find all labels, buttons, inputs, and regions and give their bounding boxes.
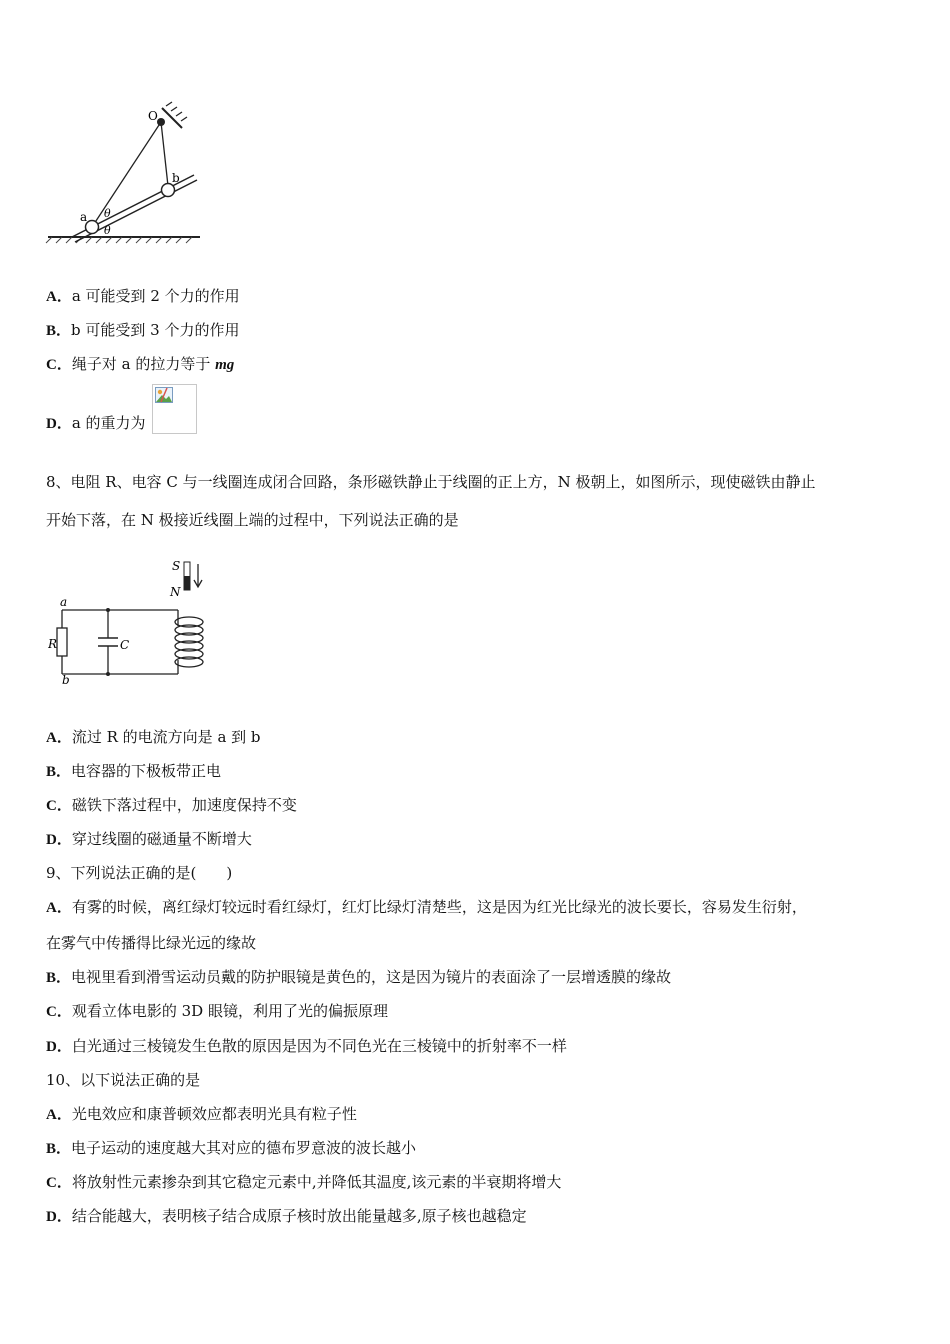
q8-option-b [46,761,221,782]
q7-option-b [46,320,239,341]
q8-option-c [46,795,297,816]
figure-rod-diagram [44,100,204,250]
label-s: S [172,559,181,573]
label-b: b [172,171,180,185]
q9-stem: 9、下列说法正确的是( ) [46,864,233,882]
option-text: 穿过线圈的磁通量不断增大 [71,830,252,848]
option-letter: A． [46,900,72,916]
label-r: R [48,637,58,651]
option-text: b 可能受到 3 个力的作用 [71,321,240,339]
option-letter: C． [46,798,72,814]
option-letter: C． [46,1175,72,1191]
option-letter: D． [46,1209,72,1225]
option-letter: B． [46,323,72,339]
figure-circuit-diagram [48,556,218,686]
option-text: 绳子对 a 的拉力等于 [71,355,216,373]
q9-option-a-continued: 在雾气中传播得比绿光远的缘故 [46,934,257,952]
q7-option-a [46,286,240,307]
label-o: O [148,109,158,123]
option-text: 光电效应和康普顿效应都表明光具有粒子性 [71,1105,357,1123]
option-letter: C． [46,1004,72,1020]
option-letter: C． [46,357,72,373]
q9-option-a [46,897,807,918]
label-c: C [120,638,130,652]
broken-image-icon [152,384,197,434]
label-n: N [170,585,181,599]
q7-option-c [46,354,234,375]
option-text: 观看立体电影的 3D 眼镜，利用了光的偏振原理 [71,1002,388,1020]
q10-option-c [46,1172,561,1193]
q8-option-d [46,829,252,850]
q9-option-d [46,1036,567,1057]
option-text: 结合能越大，表明核子结合成原子核时放出能量越多,原子核也越稳定 [71,1207,527,1225]
label-a: a [80,210,88,224]
option-text: a 的重力为 [71,414,146,432]
option-letter: A． [46,730,72,746]
option-text: 将放射性元素掺杂到其它稳定元素中,并降低其温度,该元素的半衰期将增大 [71,1173,562,1191]
option-letter: D． [46,1039,72,1055]
option-text: 电视里看到滑雪运动员戴的防护眼镜是黄色的，这是因为镜片的表面涂了一层增透膜的缘故 [71,968,672,986]
option-letter: A． [46,289,72,305]
option-text: 有雾的时候，离红绿灯较远时看红绿灯，红灯比绿灯清楚些，这是因为红光比绿光的波长要长，容易发生衍射， [71,898,807,916]
q8-option-a [46,727,261,748]
q10-option-a [46,1104,357,1125]
label-theta-2: θ [104,224,111,237]
label-theta-1: θ [104,207,111,220]
option-text: 电子运动的速度越大其对应的德布罗意波的波长越小 [71,1139,417,1157]
q10-stem: 10、以下说法正确的是 [46,1071,201,1089]
mg-symbol: mg [215,357,235,373]
q9-option-c [46,1001,388,1022]
option-text: 电容器的下极板带正电 [71,762,222,780]
option-letter: A． [46,1107,72,1123]
option-letter: B． [46,1141,72,1157]
option-letter: D． [46,832,72,848]
option-letter: B． [46,970,72,986]
q7-option-d [46,413,146,434]
q8-stem-line2: 开始下落，在 N 极接近线圈上端的过程中，下列说法正确的是 [46,511,459,529]
q8-stem-line1: 8、电阻 R、电容 C 与一线圈连成闭合回路，条形磁铁静止于线圈的正上方，N 极朝上，如图所示，现使磁铁由静止 [46,473,816,491]
label-b-terminal: b [62,673,70,686]
option-text: 白光通过三棱镜发生色散的原因是因为不同色光在三棱镜中的折射率不一样 [71,1037,567,1055]
option-letter: B． [46,764,72,780]
label-a-terminal: a [60,595,68,609]
option-text: 磁铁下落过程中，加速度保持不变 [71,796,297,814]
option-text: a 可能受到 2 个力的作用 [71,287,240,305]
option-text: 流过 R 的电流方向是 a 到 b [71,728,261,746]
q10-option-d [46,1206,527,1227]
option-letter: D． [46,416,72,432]
q10-option-b [46,1138,416,1159]
q9-option-b [46,967,671,988]
